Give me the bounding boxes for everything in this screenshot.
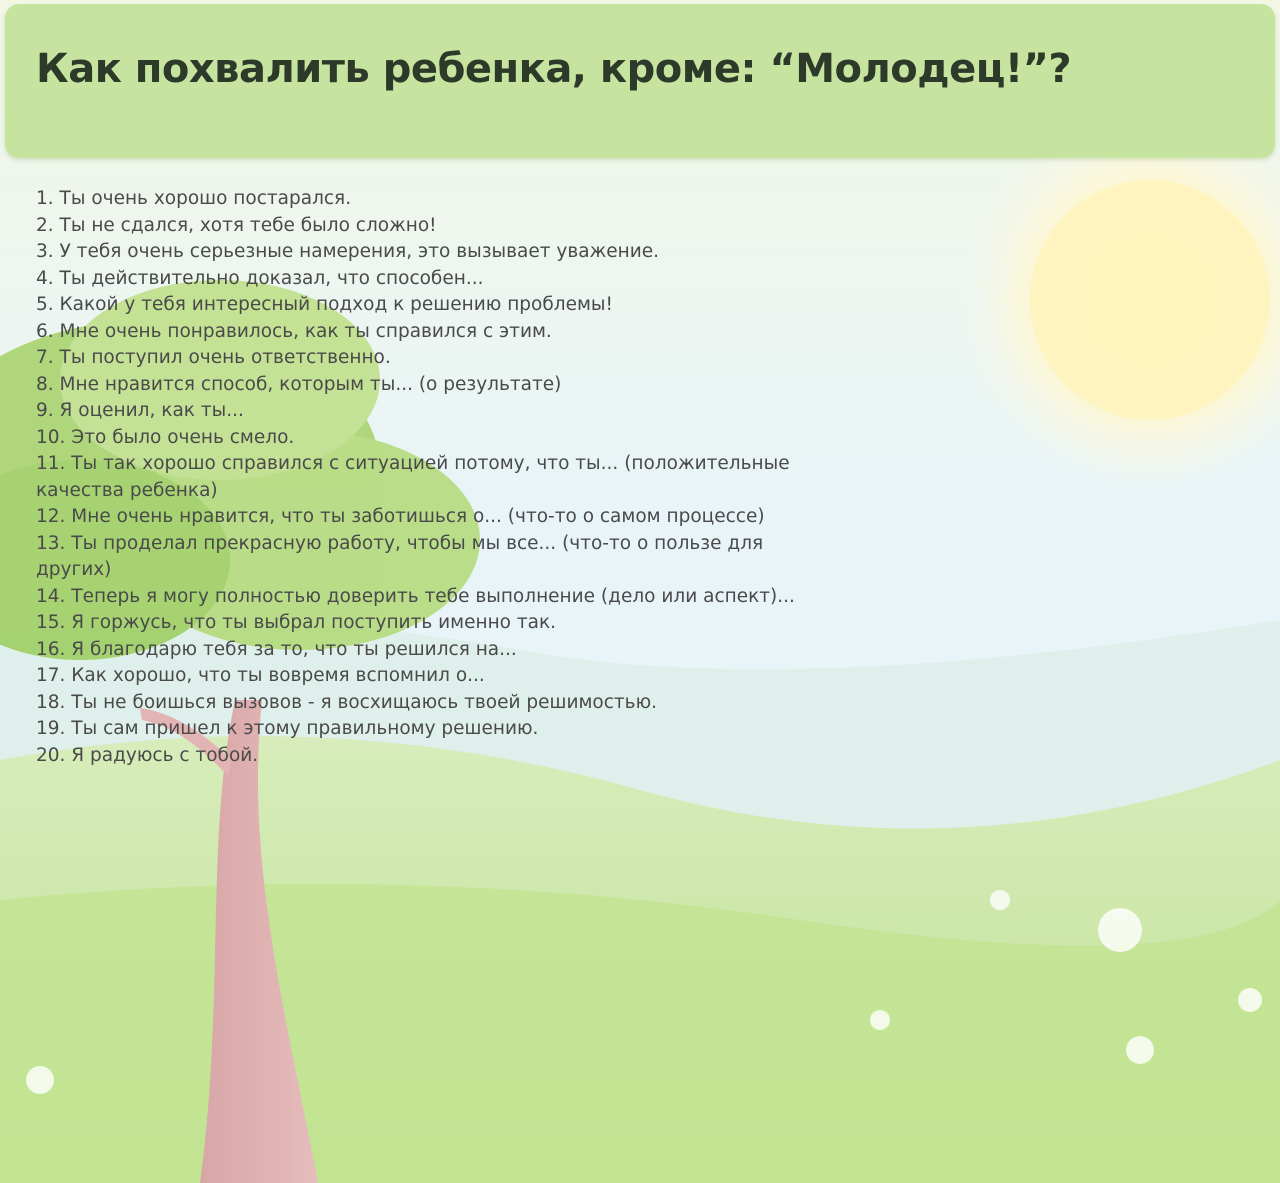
list-item: 15. Я горжусь, что ты выбрал поступить именно так. xyxy=(36,612,557,633)
list-item: 5. Какой у тебя интересный подход к решению проблемы! xyxy=(36,294,613,315)
list-item: 13. Ты проделал прекрасную работу, чтобы мы все... (что-то о пользе для других) xyxy=(36,532,764,580)
list-item: 17. Как хорошо, что ты вовремя вспомнил о... xyxy=(36,665,485,686)
list-item: 19. Ты сам пришел к этому правильному решению. xyxy=(36,718,539,739)
list-item: 10. Это было очень смело. xyxy=(36,426,295,448)
page-title: Как похвалить ребенка, кроме: “Молодец!”? xyxy=(36,46,1072,92)
list-item: 4. Ты действительно доказал, что способен... xyxy=(36,267,484,289)
list-item: 20. Я радуюсь с тобой. xyxy=(36,744,259,766)
list-item: 7. Ты поступил очень ответственно. xyxy=(36,347,391,368)
list-item: 18. Ты не боишься вызовов - я восхищаюсь твоей решимостью. xyxy=(36,691,658,713)
list-item: 6. Мне очень понравилось, как ты справился с этим. xyxy=(36,320,552,342)
list-item: 1. Ты очень хорошо постарался. xyxy=(36,188,352,209)
list-item: 11. Ты так хорошо справился с ситуацией потому, что ты... (положительные качества ребенка) xyxy=(36,453,790,501)
list-item: 8. Мне нравится способ, которым ты... (о результате) xyxy=(36,373,562,395)
list-item: 12. Мне очень нравится, что ты заботишься о... (что-то о самом процессе) xyxy=(36,506,765,527)
list-item: 9. Я оценил, как ты... xyxy=(36,400,244,421)
praise-list xyxy=(36,186,1246,769)
list-item: 14. Теперь я могу полностью доверить тебе выполнение (дело или аспект)... xyxy=(36,585,795,607)
list-item: 2. Ты не сдался, хотя тебе было сложно! xyxy=(36,214,437,236)
list-item: 3. У тебя очень серьезные намерения, это вызывает уважение. xyxy=(36,241,660,262)
list-item: 16. Я благодарю тебя за то, что ты решился на... xyxy=(36,638,517,660)
